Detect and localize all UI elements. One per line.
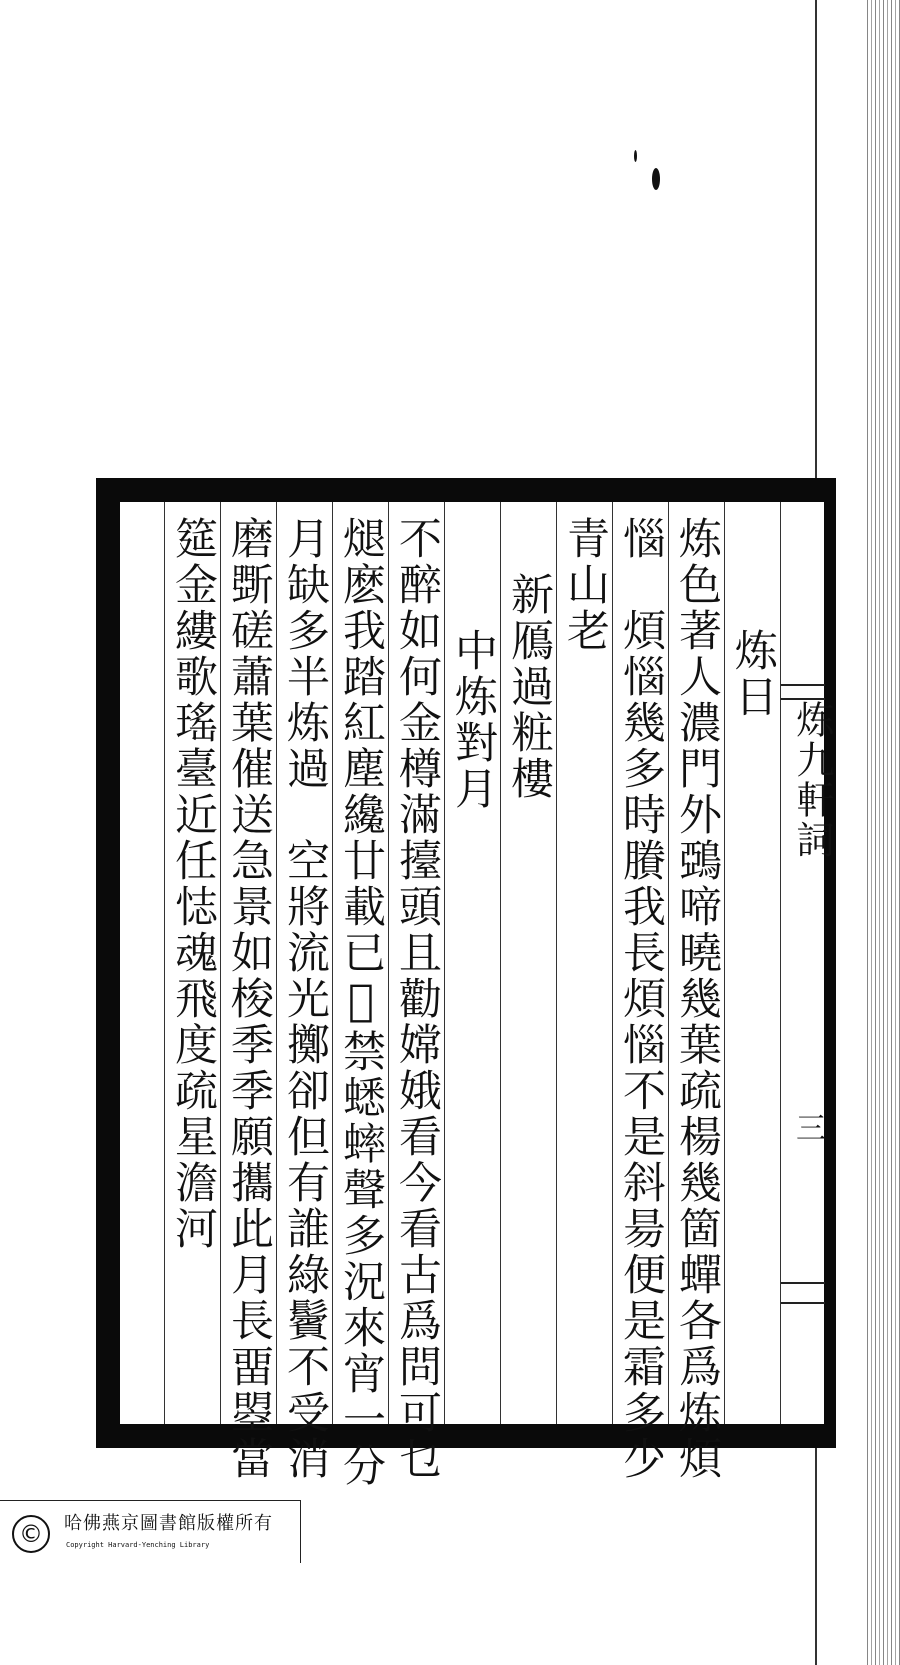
column-text: 中炼對月 — [448, 628, 498, 812]
fishtail-upper — [781, 684, 825, 700]
book-title: 炼九軒詞 — [790, 700, 834, 860]
column-text: 筵金縷歌瑤臺近任𢙺魂飛度疏星澹河 — [168, 516, 218, 1252]
text-column — [388, 502, 444, 1482]
text-column — [444, 502, 500, 1424]
text-column — [220, 502, 276, 1482]
column-text: 惱 煩惱幾多時賸我長煩惱不是斜昜便是霜多少 — [616, 516, 666, 1482]
copyright-chinese: 哈佛燕京圖書館版權所有 — [64, 1513, 273, 1534]
text-column — [500, 502, 556, 1424]
column-text: 煺麽我踏紅塵纔廿載已𥪡禁蟋蟀聲多況來宵一分 — [336, 516, 386, 1489]
text-column — [668, 502, 724, 1482]
copyright-icon: © — [12, 1515, 50, 1553]
column-text: 青山老 — [560, 516, 610, 654]
page-frame — [96, 478, 836, 1489]
column-text: 炼色著人濃門外鵶啼曉幾葉疏楊幾箇蟬各爲炼煩 — [672, 516, 722, 1482]
text-column — [556, 502, 612, 1424]
binding-edge — [864, 0, 900, 1665]
text-column — [724, 502, 780, 1424]
copyright-english: Copyright Harvard-Yenching Library — [66, 1541, 210, 1549]
ink-speck — [652, 168, 660, 190]
text-column — [612, 502, 668, 1482]
fishtail-lower — [781, 1282, 825, 1304]
column-text: 月缺多半炼過 空將流光擲卻但有誰綠鬢不受消 — [280, 516, 330, 1482]
column-text: 新鴈過粧樓 — [504, 572, 554, 802]
copyright-box — [0, 1500, 301, 1563]
text-columns — [120, 502, 834, 1489]
column-text: 炼日 — [728, 628, 778, 720]
text-column — [164, 502, 220, 1424]
text-column — [276, 502, 332, 1482]
ink-speck — [634, 150, 637, 162]
banner-column — [780, 502, 834, 1424]
leaf-number: 三 — [790, 1112, 825, 1142]
text-column — [332, 502, 388, 1489]
column-text: 磨斲磋蕭葉催送急景如梭季季願攜此月長畱曌當 — [224, 516, 274, 1482]
column-text: 不醉如何金樽滿擡頭且勸嫦娥看今看古爲問可乜 — [392, 516, 442, 1482]
